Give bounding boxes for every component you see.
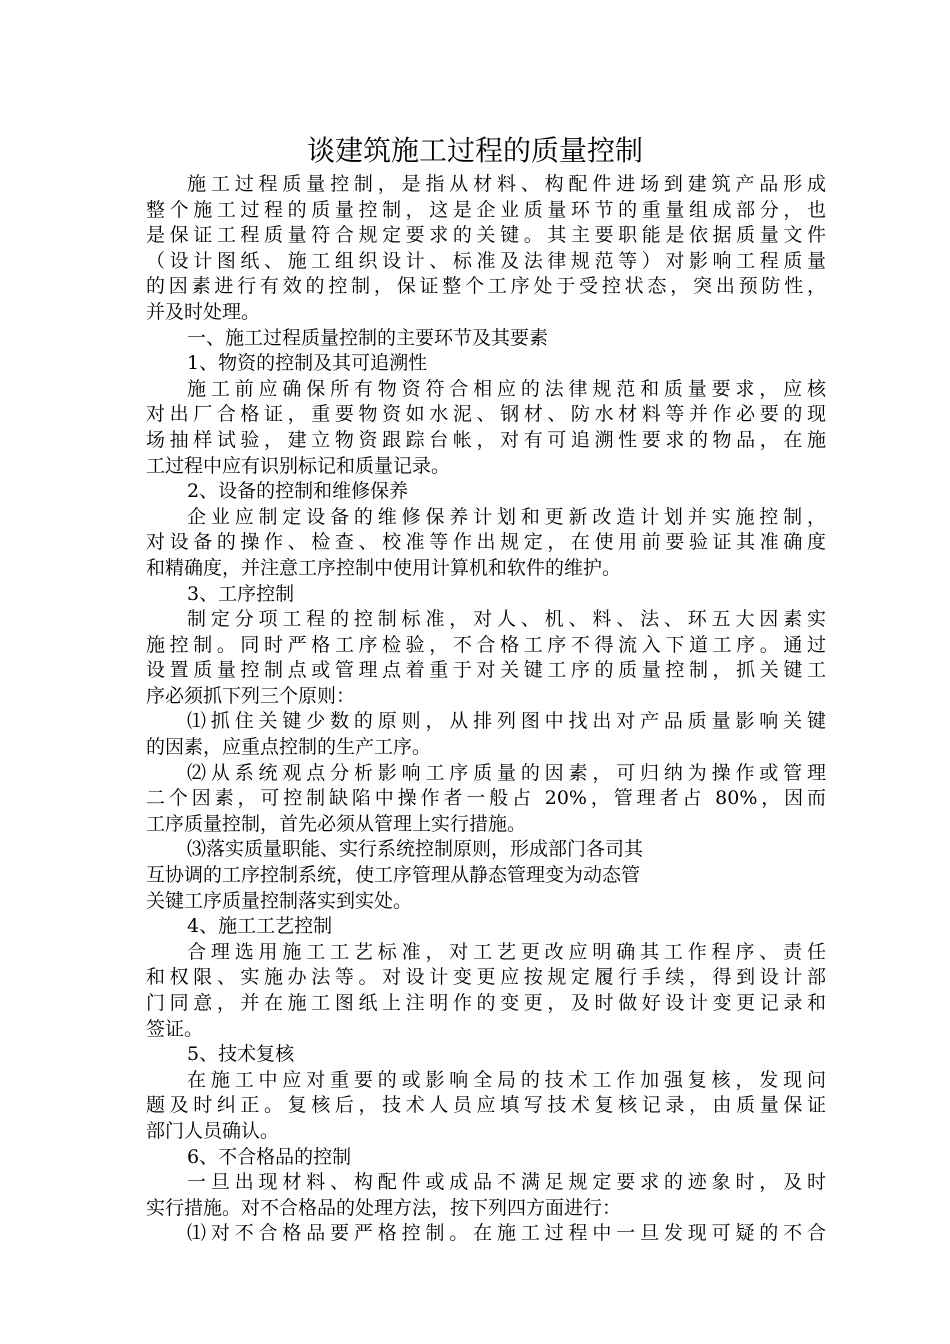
paragraph-line: 和精确度，并注意工序控制中使用计算机和软件的维护。 xyxy=(146,556,622,579)
paragraph-line: 并及时处理。 xyxy=(146,300,261,323)
paragraph-line: 场抽样试验，建立物资跟踪台帐，对有可追溯性要求的物品，在施 xyxy=(146,428,826,451)
paragraph-line: 部门人员确认。 xyxy=(146,1119,280,1142)
paragraph-line: 门同意，并在施工图纸上注明作的变更，及时做好设计变更记录和 xyxy=(146,992,826,1014)
paragraph-line: 是保证工程质量符合规定要求的关键。其主要职能是依据质量文件 xyxy=(146,224,826,247)
paragraph-line: 一、施工过程质量控制的主要环节及其要素 xyxy=(187,326,549,349)
paragraph-line: 2、设备的控制和维修保养 xyxy=(187,480,409,503)
paragraph-line: 题及时纠正。复核后，技术人员应填写技术复核记录，由质量保证 xyxy=(146,1094,826,1117)
paragraph-line: 4、施工工艺控制 xyxy=(187,915,333,938)
paragraph-line: 6、不合格品的控制 xyxy=(187,1145,352,1168)
paragraph-line: 施工过程质量控制，是指从材料、构配件进场到建筑产品形成 xyxy=(187,173,826,195)
paragraph-line: 序必须抓下列三个原则： xyxy=(146,684,356,707)
paragraph-line: 企业应制定设备的维修保养计划和更新改造计划并实施控制， xyxy=(187,505,826,528)
paragraph-line: ⑴对不合格品要严格控制。在施工过程中一旦发现可疑的不合 xyxy=(187,1222,826,1245)
paragraph-line: 实行措施。对不合格品的处理方法，按下列四方面进行： xyxy=(146,1196,622,1219)
paragraph-line: 工过程中应有识别标记和质量记录。 xyxy=(146,454,451,477)
paragraph-line: 关键工序质量控制落实到实处。 xyxy=(146,889,413,912)
paragraph-line: 在施工中应对重要的或影响全局的技术工作加强复核，发现问 xyxy=(187,1068,826,1091)
paragraph-line: 的因素进行有效的控制，保证整个工序处于受控状态，突出预防性， xyxy=(146,275,826,298)
paragraph-line: 一旦出现材料、构配件或成品不满足规定要求的迹象时，及时 xyxy=(187,1171,826,1194)
paragraph-line: 5、技术复核 xyxy=(187,1043,295,1066)
paragraph-line: ⑶落实质量职能、实行系统控制原则，形成部门各司其 xyxy=(187,838,644,861)
paragraph-line: 对设备的操作、检查、校准等作出规定，在使用前要验证其准确度 xyxy=(146,531,826,554)
document-title: 谈建筑施工过程的质量控制 xyxy=(306,134,643,167)
paragraph-line: 设置质量控制点或管理点着重于对关键工序的质量控制，抓关键工 xyxy=(146,659,826,682)
paragraph-line: 互协调的工序控制系统，使工序管理从静态管理变为动态管 xyxy=(146,864,641,887)
paragraph-line: ⑴抓住关键少数的原则，从排列图中找出对产品质量影响关键 xyxy=(187,710,826,733)
paragraph-line: 施控制。同时严格工序检验，不合格工序不得流入下道工序。通过 xyxy=(146,633,826,656)
paragraph-line: （设计图纸、施工组织设计、标准及法律规范等）对影响工程质量 xyxy=(146,249,826,272)
paragraph-line: 1、物资的控制及其可追溯性 xyxy=(187,352,428,375)
paragraph-line: 整个施工过程的质量控制，这是企业质量环节的重量组成部分，也 xyxy=(146,198,826,221)
document-body xyxy=(146,172,826,1247)
paragraph-line: 3、工序控制 xyxy=(187,582,295,605)
paragraph-line: 二个因素，可控制缺陷中操作者一般占 20%，管理者占 80%，因而 xyxy=(146,787,826,810)
paragraph-line: 的因素，应重点控制的生产工序。 xyxy=(146,736,432,759)
paragraph-line: 工序质量控制，首先必须从管理上实行措施。 xyxy=(146,812,527,835)
paragraph-line: 合理选用施工工艺标准，对工艺更改应明确其工作程序、责任 xyxy=(187,940,826,963)
paragraph-line: 和权限、实施办法等。对设计变更应按规定履行手续，得到设计部 xyxy=(146,966,826,989)
paragraph-line: 签证。 xyxy=(146,1017,204,1040)
paragraph-line: ⑵从系统观点分析影响工序质量的因素，可归纳为操作或管理 xyxy=(187,761,826,784)
paragraph-line: 对出厂合格证，重要物资如水泥、钢材、防水材料等并作必要的现 xyxy=(146,403,826,426)
paragraph-line: 施工前应确保所有物资符合相应的法律规范和质量要求，应核 xyxy=(187,377,826,400)
paragraph-line: 制定分项工程的控制标准，对人、机、料、法、环五大因素实 xyxy=(187,608,826,631)
